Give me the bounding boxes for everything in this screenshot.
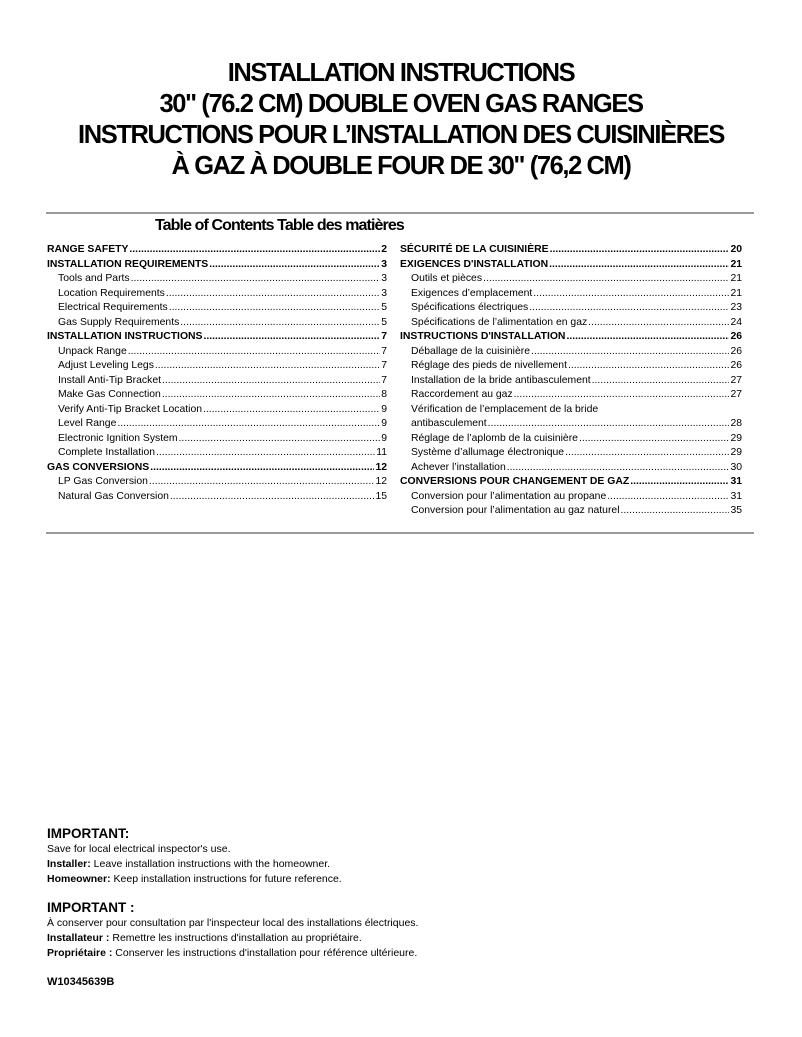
toc-entry[interactable] [47,403,387,418]
toc-entry-title: Réglage des pieds de nivellement [411,360,567,371]
toc-dot-leader [529,301,729,316]
toc-page-number: 9 [381,403,387,415]
toc-dot-leader [607,490,729,505]
toc-page-number: 3 [381,287,387,299]
toc-section-heading[interactable] [400,258,742,273]
important-heading: IMPORTANT: [47,826,130,841]
toc-dot-leader [155,359,380,374]
toc-page-number: 28 [730,418,742,429]
toc-entry[interactable] [47,287,387,302]
toc-entry[interactable] [47,374,387,389]
toc-dot-leader [156,446,375,461]
important-notice-english [47,825,747,887]
toc-dot-leader [514,388,730,403]
toc-section-heading[interactable] [47,258,387,273]
toc-entry[interactable] [47,359,387,374]
toc-page-number: 23 [730,302,742,313]
toc-section-heading[interactable] [47,461,387,476]
toc-entry[interactable] [400,272,742,287]
important-label: Installateur : [47,932,110,944]
important-line: Save for local electrical inspector's use. [47,843,231,855]
toc-dot-leader [162,374,380,389]
toc-entry-title: Make Gas Connection [58,389,161,400]
toc-entry[interactable] [47,417,387,432]
toc-entry-title: Outils et pièces [411,273,483,284]
toc-entry[interactable] [47,345,387,360]
toc-entry-title: Déballage de la cuisinière [411,345,530,357]
toc-entry-title: Unpack Range [58,345,127,357]
toc-dot-leader [203,403,380,418]
toc-dot-leader [588,316,729,331]
toc-entry-title: Achever l’installation [411,461,506,473]
toc-dot-leader [166,287,380,302]
toc-entry-title: RANGE SAFETY [47,244,129,255]
toc-entry[interactable] [47,388,387,403]
important-text: Leave installation instructions with the homeowner. [90,858,331,870]
toc-entry[interactable] [400,446,742,461]
toc-page-number: 2 [381,244,387,255]
toc-dot-leader [565,446,729,461]
toc-page-number: 27 [730,374,742,386]
toc-page-number: 11 [376,447,387,458]
toc-column-english [47,243,387,504]
title-line-en-2: 30" (76.2 CM) DOUBLE OVEN GAS RANGES [159,90,643,118]
toc-dot-leader [128,345,380,360]
part-number: W10345639B [47,976,115,988]
toc-entry-title: Verify Anti-Tip Bracket Location [58,403,202,415]
toc-dot-leader [488,417,730,432]
document-title [0,58,802,182]
toc-entry-title: SÉCURITÉ DE LA CUISINIÈRE [400,244,549,255]
important-notice-french [47,899,747,961]
important-label: Propriétaire : [47,947,113,959]
toc-dot-leader [533,287,729,302]
toc-entry-title: Réglage de l’aplomb de la cuisinière [411,432,578,444]
important-label: Homeowner: [47,873,111,885]
toc-entry[interactable] [47,490,387,505]
toc-dot-leader [117,417,380,432]
important-heading: IMPORTANT : [47,900,135,915]
toc-page-number: 8 [381,389,387,400]
toc-heading: Table of Contents Table des matières [155,217,404,234]
toc-entry-title: Conversion pour l’alimentation au gaz naturel [411,505,620,516]
toc-section-heading[interactable] [47,330,387,345]
toc-bottom-divider [46,532,754,534]
toc-page-number: 30 [730,461,742,473]
toc-page-number: 26 [730,360,742,371]
toc-entry[interactable] [47,272,387,287]
toc-entry[interactable] [400,388,742,403]
important-line: À conserver pour consultation par l'inspecteur local des installations électriques. [47,917,419,929]
title-line-en-1: INSTALLATION INSTRUCTIONS [227,59,575,87]
toc-page-number: 21 [730,273,742,284]
important-line [47,857,747,872]
toc-page-number: 29 [730,447,742,458]
toc-entry-title: Installation de la bride antibasculement [411,374,591,386]
toc-entry-title: GAS CONVERSIONS [47,461,150,473]
toc-top-divider [46,212,754,214]
toc-entry-title: Spécifications électriques [411,302,529,313]
title-line-fr-2: À GAZ À DOUBLE FOUR DE 30" (76,2 CM) [171,152,631,180]
toc-page-number: 27 [730,389,742,400]
toc-entry-title: Spécifications de l’alimentation en gaz [411,316,588,328]
toc-dot-leader [566,330,729,345]
toc-page-number: 7 [381,345,387,357]
toc-section-heading[interactable] [47,243,387,258]
toc-dot-leader [483,272,729,287]
toc-column-french [400,243,742,519]
important-line [47,946,747,961]
toc-entry-title: Conversion pour l’alimentation au propane [411,490,607,502]
toc-page-number: 3 [381,258,387,270]
toc-section-heading[interactable] [400,330,742,345]
important-label: Installer: [47,858,91,870]
toc-dot-leader [549,258,729,273]
toc-entry-title: Natural Gas Conversion [58,490,169,502]
toc-entry[interactable] [400,359,742,374]
title-line-fr-1: INSTRUCTIONS POUR L’INSTALLATION DES CUISINIÈRES [78,121,724,149]
toc-dot-leader [150,461,374,476]
toc-section-heading[interactable] [400,475,742,490]
toc-page-number: 3 [381,273,387,284]
toc-entry-title: Complete Installation [58,447,156,458]
important-line [47,872,747,887]
toc-entry[interactable] [400,301,742,316]
toc-page-number: 35 [730,505,742,516]
toc-entry-title: Install Anti-Tip Bracket [58,374,161,386]
toc-entry[interactable] [47,301,387,316]
toc-dot-leader [180,316,380,331]
toc-dot-leader [131,272,381,287]
toc-entry-title: LP Gas Conversion [58,476,148,487]
toc-entry-title: EXIGENCES D'INSTALLATION [400,258,549,270]
toc-dot-leader [203,330,380,345]
toc-dot-leader [550,243,730,258]
toc-entry-title: Gas Supply Requirements [58,316,180,328]
toc-section-heading[interactable] [400,243,742,258]
toc-page-number: 5 [381,302,387,313]
toc-dot-leader [579,432,730,447]
toc-entry[interactable] [47,475,387,490]
toc-dot-leader [170,490,375,505]
toc-entry-title: INSTRUCTIONS D'INSTALLATION [400,331,566,342]
toc-page-number: 26 [730,345,742,357]
toc-entry-continued[interactable] [400,417,742,432]
toc-page-number: 7 [381,360,387,371]
toc-dot-leader [149,475,375,490]
toc-entry-title: Electrical Requirements [58,302,168,313]
important-text: Conserver les instructions d'installation pour référence ultérieure. [112,947,418,959]
toc-entry-title: Level Range [58,418,117,429]
toc-entry-title: INSTALLATION INSTRUCTIONS [47,331,203,342]
toc-entry-title: CONVERSIONS POUR CHANGEMENT DE GAZ [400,476,630,487]
toc-entry[interactable] [400,374,742,389]
toc-dot-leader [568,359,729,374]
important-line [47,931,747,946]
toc-page-number: 21 [730,287,742,299]
toc-entry[interactable] [400,490,742,505]
toc-page-number: 7 [381,374,387,386]
toc-entry[interactable] [47,432,387,447]
toc-page-number: 12 [375,476,387,487]
toc-dot-leader [592,374,730,389]
toc-entry-title: Raccordement au gaz [411,389,513,400]
toc-entry-title: INSTALLATION REQUIREMENTS [47,258,209,270]
toc-dot-leader [162,388,380,403]
toc-page-number: 9 [381,418,387,429]
toc-entry-title: Adjust Leveling Legs [58,360,154,371]
toc-entry-title: Electronic Ignition System [58,432,178,444]
toc-page-number: 31 [730,476,742,487]
toc-page-number: 15 [375,490,387,502]
toc-entry-title: Exigences d’emplacement [411,287,533,299]
toc-dot-leader [531,345,729,360]
important-text: Remettre les instructions d'installation au propriétaire. [109,932,362,944]
toc-page-number: 7 [381,331,387,342]
toc-page-number: 12 [375,461,387,473]
toc-page-number: 9 [381,432,387,444]
important-text: Keep installation instructions for future reference. [110,873,342,885]
toc-entry[interactable] [400,316,742,331]
toc-page-number: 21 [730,258,742,270]
toc-entry[interactable] [400,461,742,476]
toc-dot-leader [621,504,730,519]
toc-dot-leader [169,301,380,316]
toc-entry-title: antibasculement [411,418,487,429]
toc-dot-leader [129,243,380,258]
toc-entry[interactable] [47,316,387,331]
toc-entry[interactable] [400,287,742,302]
toc-dot-leader [179,432,381,447]
toc-page-number: 29 [730,432,742,444]
toc-page-number: 31 [730,490,742,502]
toc-entry-title: Tools and Parts [58,273,130,284]
toc-entry[interactable] [400,403,742,418]
toc-dot-leader [209,258,380,273]
toc-entry-title: Vérification de l’emplacement de la bride [411,403,599,415]
toc-page-number: 24 [730,316,742,328]
toc-entry[interactable] [400,432,742,447]
toc-page-number: 26 [730,331,742,342]
toc-entry[interactable] [400,345,742,360]
toc-entry[interactable] [47,446,387,461]
toc-page-number: 5 [381,316,387,328]
toc-entry[interactable] [400,504,742,519]
toc-dot-leader [630,475,729,490]
toc-page-number: 20 [730,244,742,255]
toc-entry-title: Location Requirements [58,287,165,299]
toc-dot-leader [507,461,730,476]
toc-entry-title: Système d’allumage électronique [411,447,565,458]
